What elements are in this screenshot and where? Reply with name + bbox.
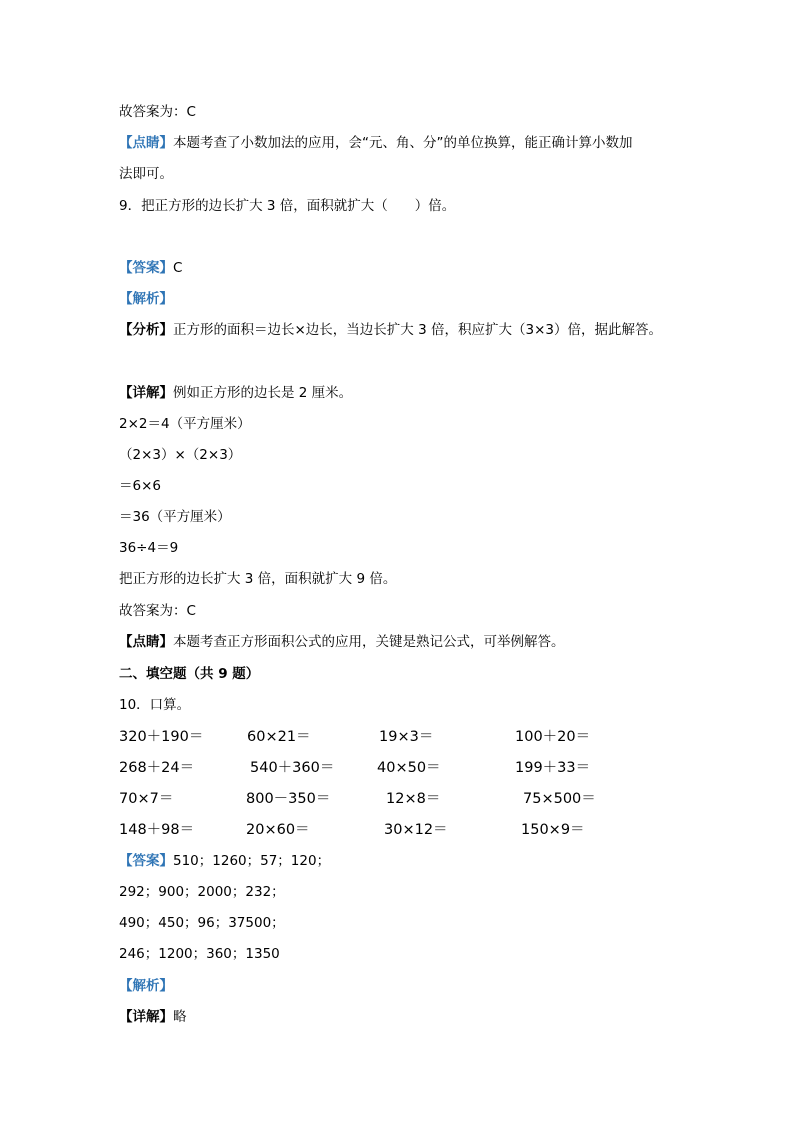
question-9-stem: 9．把正方形的边长扩大 3 倍，面积就扩大（ ）倍。 <box>119 198 456 214</box>
grid-cell: 20×60＝ <box>246 822 310 838</box>
grid-cell: 148＋98＝ <box>119 822 195 838</box>
section-heading: 二、填空题（共 9 题） <box>119 666 260 682</box>
dianjing-q8 <box>119 134 633 152</box>
q10-answer <box>119 852 330 870</box>
answer-value: C <box>173 260 183 276</box>
grid-cell: 100＋20＝ <box>515 729 591 745</box>
q9-xiangjie <box>119 384 352 402</box>
calc-line-1: 2×2＝4（平方厘米） <box>119 416 251 432</box>
grid-cell: 30×12＝ <box>384 822 448 838</box>
answer-tag: 【答案】 <box>119 260 173 276</box>
answer-row-1: 510；1260；57；120； <box>173 853 331 869</box>
calc-line-2: （2×3）×（2×3） <box>119 447 242 463</box>
dianjing-q9 <box>119 633 565 651</box>
answer-tag: 【答案】 <box>119 853 173 869</box>
dianjing-tag: 【点睛】 <box>119 135 173 151</box>
question-10-stem: 10．口算。 <box>119 697 191 713</box>
dianjing-text: 本题考查正方形面积公式的应用，关键是熟记公式，可举例解答。 <box>173 634 565 650</box>
fenxi-text: 正方形的面积＝边长×边长，当边长扩大 3 倍，积应扩大（3×3）倍，据此解答。 <box>173 322 662 338</box>
answer-row-2: 292；900；2000；232； <box>119 884 285 900</box>
calc-line-5: 36÷4＝9 <box>119 540 179 556</box>
grid-cell: 540＋360＝ <box>250 760 335 776</box>
grid-cell: 12×8＝ <box>386 791 441 807</box>
dianjing-tag: 【点睛】 <box>119 634 173 650</box>
grid-cell: 40×50＝ <box>377 760 441 776</box>
q10-jiexi-tag: 【解析】 <box>119 978 173 994</box>
q10-xiangjie <box>119 1008 187 1026</box>
grid-cell: 150×9＝ <box>521 822 585 838</box>
dianjing-text: 本题考查了小数加法的应用，会“元、角、分”的单位换算，能正确计算小数加 <box>173 135 633 151</box>
grid-cell: 19×3＝ <box>379 729 434 745</box>
grid-cell: 268＋24＝ <box>119 760 195 776</box>
answer-row-4: 246；1200；360；1350 <box>119 946 280 962</box>
answer-line-q8: 故答案为：C <box>119 104 196 120</box>
q9-fenxi <box>119 321 662 339</box>
grid-cell: 60×21＝ <box>247 729 311 745</box>
grid-cell: 320＋190＝ <box>119 729 204 745</box>
answer-row-3: 490；450；96；37500； <box>119 915 285 931</box>
q9-conclusion: 把正方形的边长扩大 3 倍，面积就扩大 9 倍。 <box>119 571 397 587</box>
q9-answer <box>119 259 182 277</box>
calc-line-3: ＝6×6 <box>119 478 161 494</box>
grid-cell: 800－350＝ <box>246 791 331 807</box>
xiangjie-tag: 【详解】 <box>119 1009 173 1025</box>
grid-cell: 70×7＝ <box>119 791 174 807</box>
q9-jiexi-tag: 【解析】 <box>119 291 173 307</box>
fenxi-tag: 【分析】 <box>119 322 173 338</box>
grid-cell: 199＋33＝ <box>515 760 591 776</box>
xiangjie-tag: 【详解】 <box>119 385 173 401</box>
calc-line-4: ＝36（平方厘米） <box>119 509 231 525</box>
xiangjie-text: 略 <box>173 1009 187 1025</box>
grid-cell: 75×500＝ <box>523 791 596 807</box>
answer-line-q9: 故答案为：C <box>119 603 196 619</box>
dianjing-q8-cont: 法即可。 <box>119 166 173 182</box>
xiangjie-text: 例如正方形的边长是 2 厘米。 <box>173 385 353 401</box>
